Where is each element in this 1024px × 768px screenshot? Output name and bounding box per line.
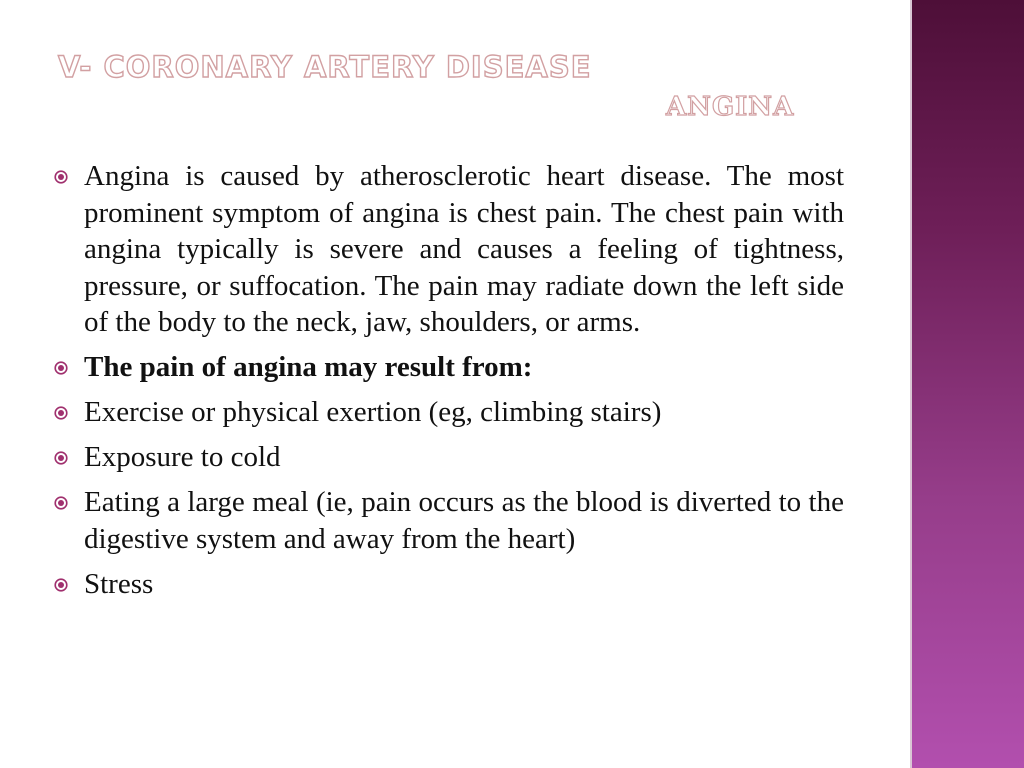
bullet-text: Eating a large meal (ie, pain occurs as the blood is diverted to the digestive system and away from the heart)	[84, 486, 844, 555]
circle-bullet-icon	[54, 451, 68, 465]
bullet-item-cold	[52, 439, 844, 476]
circle-bullet-icon	[54, 496, 68, 510]
slide-subtitle: ANGINA	[666, 92, 795, 122]
bullet-item-stress	[52, 566, 844, 603]
circle-bullet-icon	[54, 361, 68, 375]
bullet-text: Angina is caused by atherosclerotic heart disease. The most prominent symptom of angina is chest pain. The chest pain with angina typically is severe and causes a feeling of tightness, pressure, or suffocation. The pain may radiate down the left side of the body to the neck, jaw, shoulders, or arms.	[84, 160, 844, 338]
bullet-list	[52, 158, 844, 611]
circle-bullet-icon	[54, 578, 68, 592]
bullet-text: Exposure to cold	[84, 441, 281, 473]
bullet-item-angina-cause	[52, 158, 844, 341]
side-decoration-band	[912, 0, 1024, 768]
bullet-text-bold: The pain of angina may result from:	[84, 351, 533, 383]
bullet-item-exercise	[52, 394, 844, 431]
bullet-item-large-meal	[52, 484, 844, 557]
bullet-text: Exercise or physical exertion (eg, climbing stairs)	[84, 396, 662, 428]
circle-bullet-icon	[54, 406, 68, 420]
bullet-item-pain-result	[52, 349, 844, 386]
slide-title: V- CORONARY ARTERY DISEASE	[58, 50, 592, 84]
circle-bullet-icon	[54, 170, 68, 184]
bullet-text: Stress	[84, 567, 154, 600]
